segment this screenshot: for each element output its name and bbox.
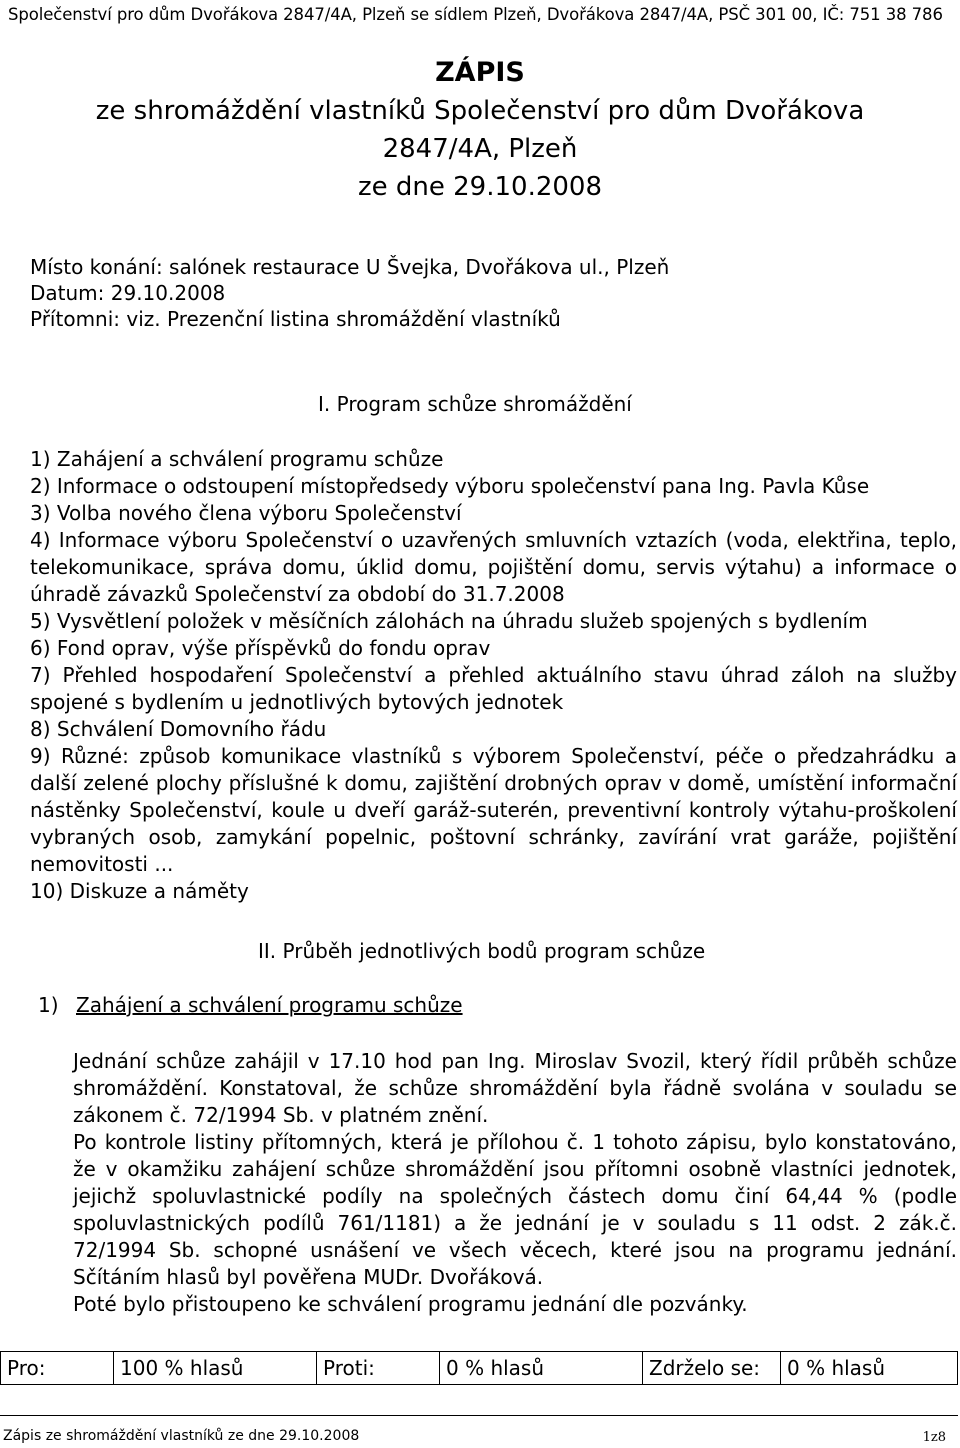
- program-item: 8) Schválení Domovního řádu: [30, 717, 327, 741]
- title-line-3: 2847/4A, Plzeň: [382, 134, 578, 164]
- vote-proti-value: 0 % hlasů: [440, 1352, 643, 1385]
- body-paragraph: Po kontrole listiny přítomných, která je přílohou č. 1 tohoto zápisu, bylo konstatováno, že v okamžiku zahájení schůze shromáždění jsou přítomni osobně vlastníci jednotek, jejichž spoluvlastnické podíly na společných částech domu činí 64,44 % (podle spoluvlastnických podílů 761/1181) a že jednání je v souladu s 11 odst. 2 zák.č. 72/1994 Sb. schopné usnášení ve všech věcech, které jsou na programu jednání. Sčítáním hlasů byl pověřena MUDr. Dvořáková.: [73, 1130, 957, 1289]
- agenda-point-heading: [38, 993, 463, 1017]
- footer-divider: [0, 1415, 958, 1416]
- program-item: 7) Přehled hospodaření Společenství a přehled aktuálního stavu úhrad záloh na služby spojené s bydlením u jednotlivých bytových jednotek: [30, 663, 957, 714]
- footer-page-number: 1z8: [922, 1430, 946, 1445]
- meeting-date: Datum: 29.10.2008: [30, 281, 226, 305]
- vote-pro-value: 100 % hlasů: [114, 1352, 317, 1385]
- vote-pro-label: Pro:: [1, 1352, 114, 1385]
- table-row: [1, 1352, 958, 1385]
- agenda-point-body: [73, 1048, 957, 1318]
- vote-proti-label: Proti:: [317, 1352, 440, 1385]
- program-item: 2) Informace o odstoupení místopředsedy výboru společenství pana Ing. Pavla Kůse: [30, 474, 870, 498]
- program-item: 9) Různé: způsob komunikace vlastníků s výborem Společenství, péče o předzahrádku a další zelené plochy příslušné k domu, zajištění drobných oprav v domě, umístění informační nástěnky Společenství, koule u dveří garáž-suterén, preventivní kontroly výtahu-proškolení vybraných osob, zamykání popelnic, poštovní schránky, zavírání vrat garáže, pojištění nemovitosti ...: [30, 744, 957, 876]
- program-item: 10) Diskuze a náměty: [30, 879, 249, 903]
- program-item: 3) Volba nového člena výboru Společenství: [30, 501, 462, 525]
- section-1-heading: I. Program schůze shromáždění: [318, 392, 632, 416]
- agenda-point-number: 1): [38, 993, 59, 1017]
- body-paragraph: Poté bylo přistoupeno ke schválení programu jednání dle pozvánky.: [73, 1292, 748, 1316]
- organization-header: Společenství pro dům Dvořákova 2847/4A, Plzeň se sídlem Plzeň, Dvořákova 2847/4A, PSČ 301 00, IČ: 751 38 786: [8, 5, 943, 24]
- meeting-place: Místo konání: salónek restaurace U Švejka, Dvořákova ul., Plzeň: [30, 255, 670, 279]
- title-main: ZÁPIS: [435, 57, 525, 88]
- body-paragraph: Jednání schůze zahájil v 17.10 hod pan Ing. Miroslav Svozil, který řídil průběh schůze shromáždění. Konstatoval, že schůze shromáždění byla řádně svolána v souladu se zákonem č. 72/1994 Sb. v platném znění.: [73, 1049, 957, 1127]
- program-item: 4) Informace výboru Společenství o uzavřených smluvních vztazích (voda, elektřina, teplo, telekomunikace, správa domu, úklid domu, pojištění domu, servis výtahu) a informace o úhradě závazků Společenství za období do 31.7.2008: [30, 528, 957, 606]
- section-2-heading: II. Průběh jednotlivých bodů program schůze: [258, 939, 706, 963]
- agenda-point-title: Zahájení a schválení programu schůze: [76, 993, 463, 1017]
- footer-document-name: Zápis ze shromáždění vlastníků ze dne 29.10.2008: [3, 1428, 360, 1444]
- title-line-2: ze shromáždění vlastníků Společenství pro dům Dvořákova: [95, 96, 865, 126]
- vote-zdrzelo-label: Zdrželo se:: [643, 1352, 781, 1385]
- program-list: [30, 446, 957, 905]
- meeting-present: Přítomni: viz. Prezenční listina shromáždění vlastníků: [30, 307, 561, 331]
- program-item: 6) Fond oprav, výše příspěvků do fondu oprav: [30, 636, 491, 660]
- vote-zdrzelo-value: 0 % hlasů: [781, 1352, 958, 1385]
- title-line-4: ze dne 29.10.2008: [357, 172, 603, 202]
- vote-results-table: [0, 1351, 958, 1385]
- document-title: [0, 54, 960, 206]
- program-item: 1) Zahájení a schválení programu schůze: [30, 447, 444, 471]
- program-item: 5) Vysvětlení položek v měsíčních zálohách na úhradu služeb spojených s bydlením: [30, 609, 868, 633]
- meeting-meta: [30, 254, 669, 332]
